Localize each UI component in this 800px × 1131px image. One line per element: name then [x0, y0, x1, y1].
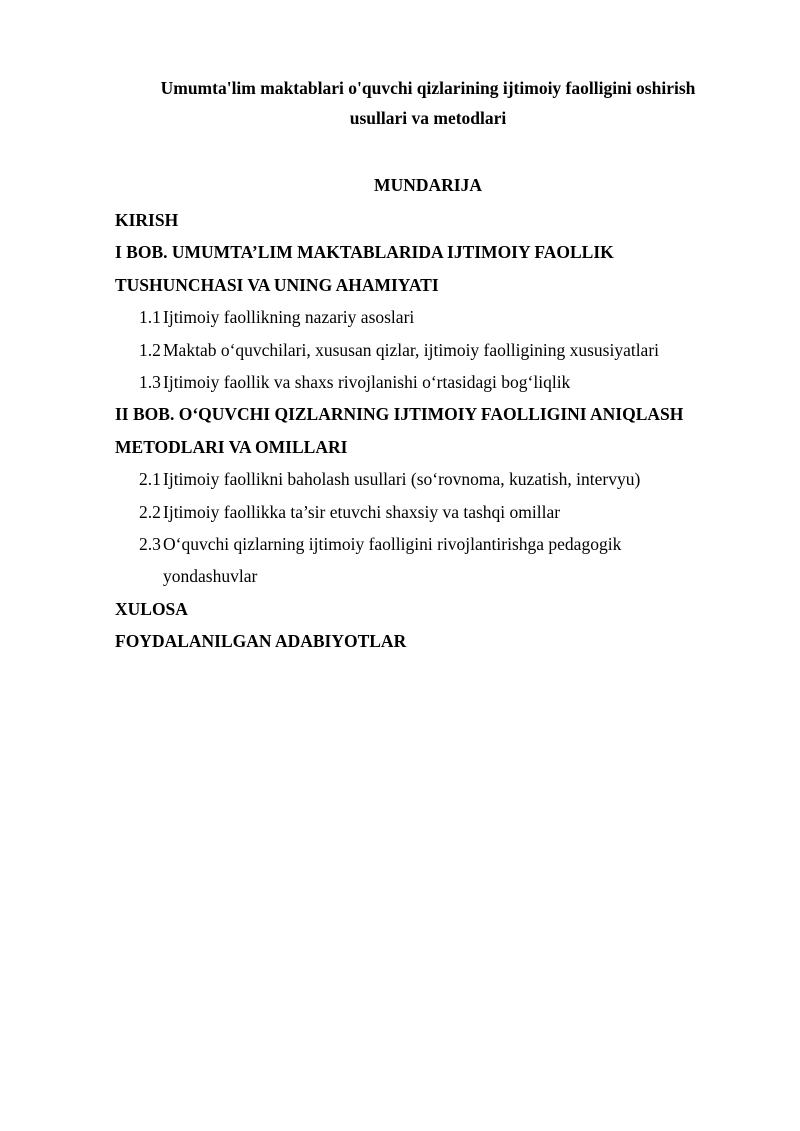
document-title [118, 73, 738, 133]
title-line-1: Umumta'lim maktablari o'quvchi qizlarining ijtimoiy faolligini oshirish [160, 78, 696, 98]
toc-intro: KIRISH [115, 210, 179, 230]
toc-chapter-1-line-1: I BOB. UMUMTA’LIM MAKTABLARIDA IJTIMOIY FAOLLIK [115, 242, 614, 263]
toc-section-1-1 [115, 301, 745, 333]
toc-chapter-2-line-1: II BOB. O‘QUVCHI QIZLARNING IJTIMOIY FAOLLIGINI ANIQLASH [115, 404, 684, 425]
section-number: 1.2 [139, 339, 161, 360]
section-title-line-2: yondashuvlar [163, 566, 258, 587]
section-title [163, 528, 621, 593]
section-title: Maktab o‘quvchilari, xususan qizlar, ijtimoiy faolligining xususiyatlari [163, 339, 660, 360]
section-title: Ijtimoiy faollikni baholash usullari (so‘rovnoma, kuzatish, intervyu) [163, 469, 641, 490]
section-title: Ijtimoiy faollikning nazariy asoslari [163, 307, 415, 328]
section-title-line-1: O‘quvchi qizlarning ijtimoiy faolligini rivojlantirishga pedagogik [163, 534, 622, 555]
toc-heading: MUNDARIJA [374, 175, 482, 195]
table-of-contents [115, 204, 745, 658]
toc-section-1-2 [115, 334, 745, 366]
toc-section-2-2 [115, 496, 745, 528]
section-number: 1.3 [139, 372, 161, 393]
section-number: 2.2 [139, 501, 161, 522]
section-number: 2.3 [139, 534, 161, 555]
toc-chapter-1-line-2: TUSHUNCHASI VA UNING AHAMIYATI [115, 274, 439, 295]
section-number: 1.1 [139, 307, 161, 328]
toc-chapter-2-line-2: METODLARI VA OMILLARI [115, 436, 348, 457]
toc-references: FOYDALANILGAN ADABIYOTLAR [115, 631, 407, 652]
toc-conclusion: XULOSA [115, 598, 188, 619]
toc-section-2-1 [115, 463, 745, 495]
title-line-2: usullari va metodlari [349, 108, 507, 128]
section-title: Ijtimoiy faollikka ta’sir etuvchi shaxsiy va tashqi omillar [163, 501, 561, 522]
toc-section-1-3 [115, 366, 745, 398]
section-number: 2.1 [139, 469, 161, 490]
section-title: Ijtimoiy faollik va shaxs rivojlanishi o‘rtasidagi bog‘liqlik [163, 372, 571, 393]
toc-section-2-3 [115, 528, 745, 593]
